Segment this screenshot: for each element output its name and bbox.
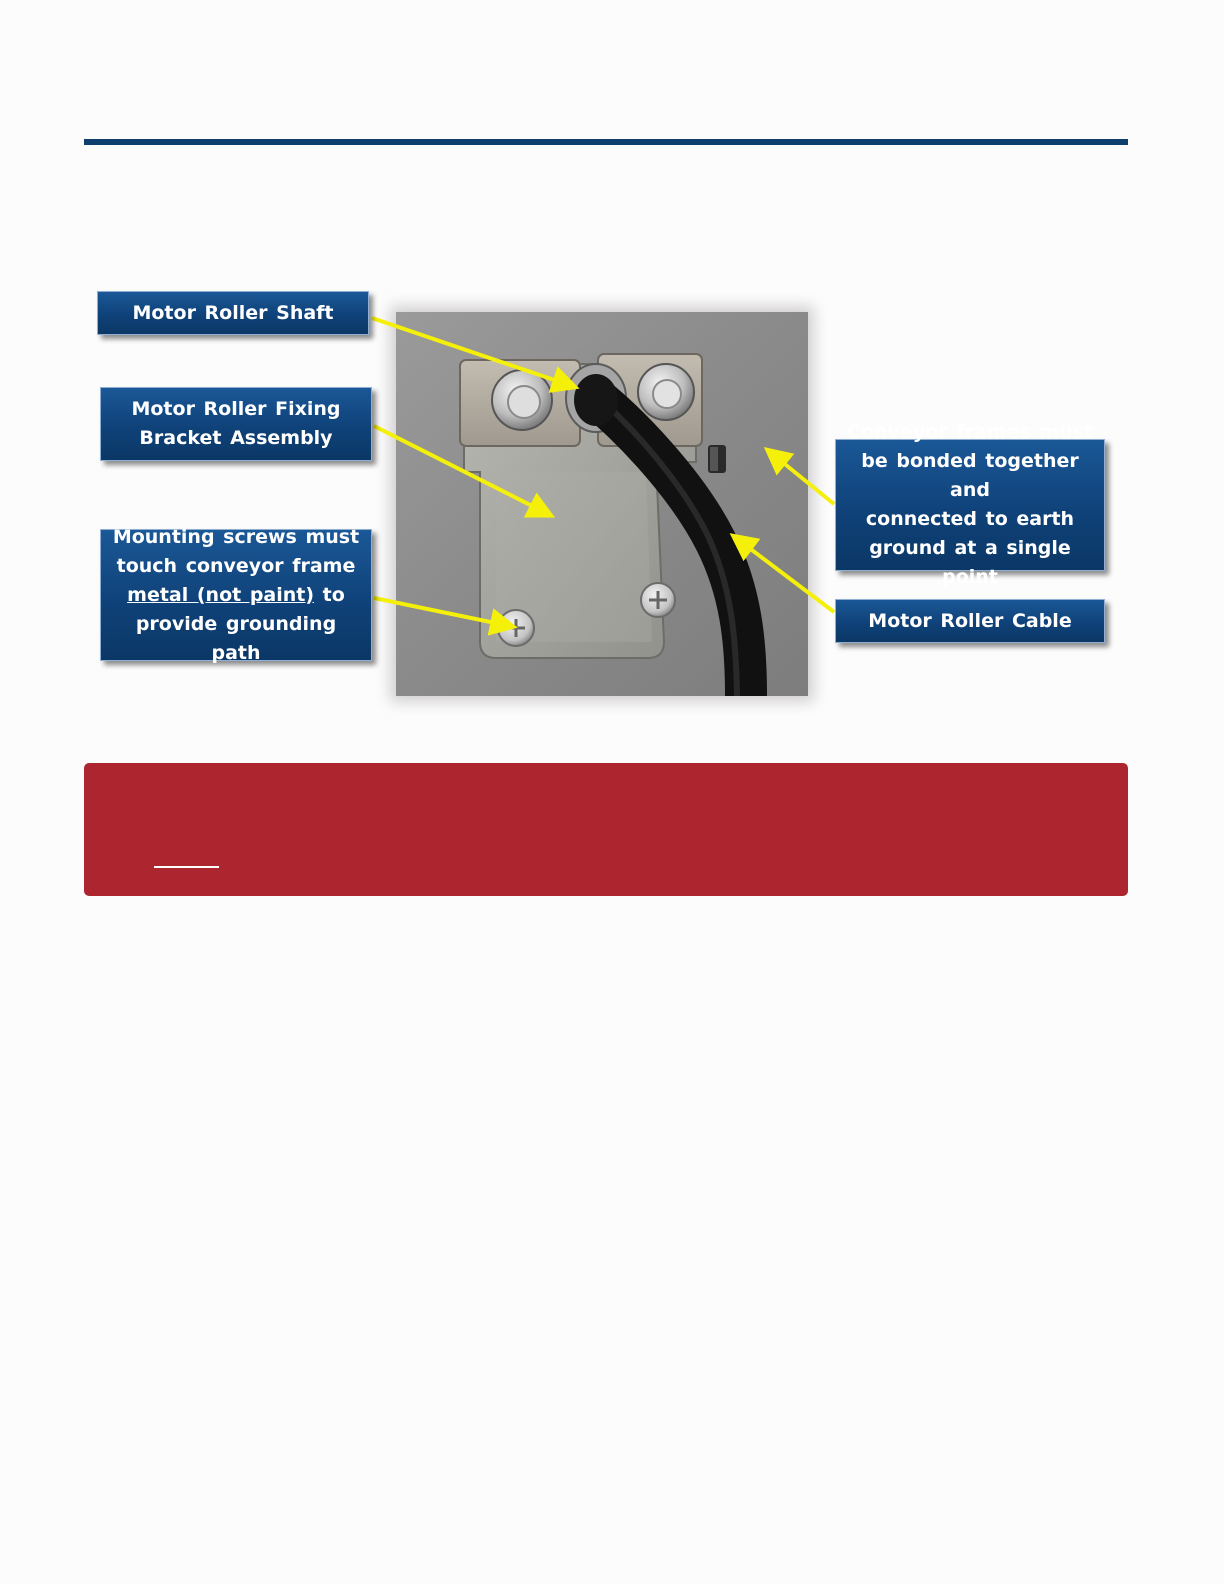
- callout-mounting-screws: Mounting screws must touch conveyor frame metal (not paint) to provide grounding path: [100, 529, 372, 661]
- emphasis-metal-not-paint: metal (not paint): [127, 583, 315, 606]
- annotated-figure: [0, 0, 1224, 760]
- warning-underline: [154, 866, 219, 868]
- warning-box: [84, 763, 1128, 896]
- callout-fixing-bracket-line1: Motor Roller Fixing: [131, 398, 341, 420]
- callout-fixing-bracket: [100, 387, 372, 461]
- callout-motor-roller-cable: Motor Roller Cable: [835, 599, 1105, 643]
- callout-conveyor-frames: Conveyor frames must be bonded together and connected to earth ground at a single point: [835, 439, 1105, 571]
- callout-fixing-bracket-line2: Bracket Assembly: [139, 427, 333, 449]
- bracket-photo: [396, 312, 808, 696]
- callout-motor-roller-shaft: Motor Roller Shaft: [97, 291, 369, 335]
